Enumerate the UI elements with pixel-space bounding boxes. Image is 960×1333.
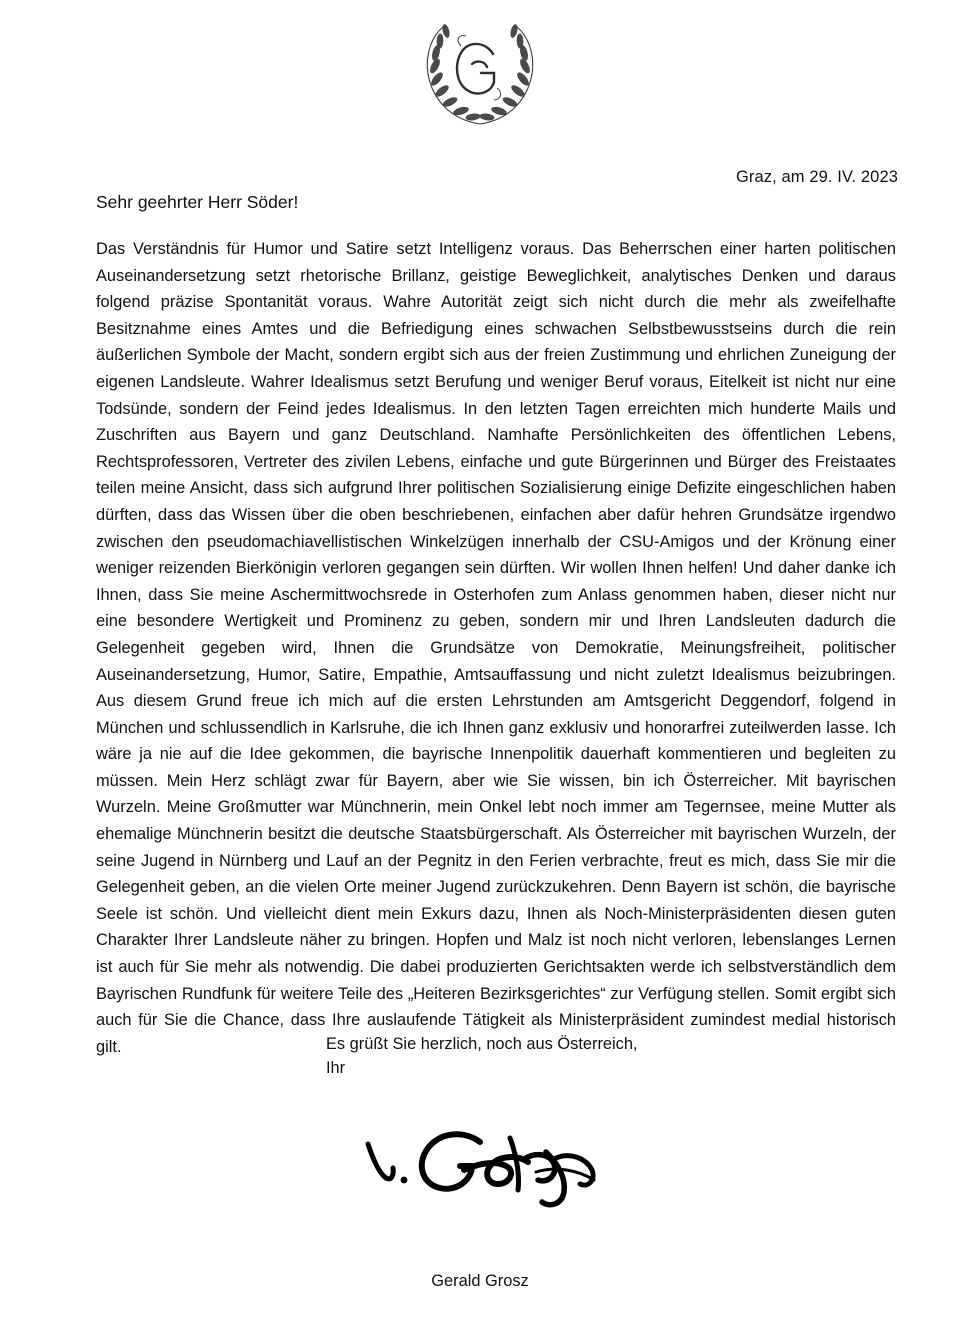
handwritten-signature-icon <box>360 1118 620 1228</box>
signer-name: Gerald Grosz <box>431 1272 529 1290</box>
salutation: Sehr geehrter Herr Söder! <box>96 192 299 212</box>
closing-line-1: Es grüßt Sie herzlich, noch aus Österreich, <box>326 1035 638 1053</box>
letter-body-paragraph: Das Verständnis für Humor und Satire setzt Intelligenz voraus. Das Beherrschen einer harten politischen Auseinandersetzung setzt rhetorische Brillanz, geistige Beweglichkeit, analytisches Denken und daraus folgend präzise Spontanität voraus. Wahre Autorität zeigt sich nicht durch die mehr als zweifelhafte Besitznahme eines Amtes und die Befriedigung eines schwachen Selbstbewusstseins durch die rein äußerlichen Symbole der Macht, sondern ergibt sich aus der freien Zustimmung und ehrlichen Zuneigung der eigenen Landsleute. Wahrer Idealismus setzt Berufung und weniger Beruf voraus, Eitelkeit ist nicht nur eine Todsünde, sondern der Feind jedes Idealismus. In den letzten Tagen erreichten mich hunderte Mails und Zuschriften aus Bayern und ganz Deutschland. Namhafte Persönlichkeiten des öffentlichen Lebens, Rechtsprofessoren, Vertreter des zivilen Lebens, einfache und gute Bürgerinnen und Bürger des Freistaates teilen meine Ansicht, dass sich aufgrund Ihrer politischen Sozialisierung einige Defizite eingeschlichen haben dürften, dass das Wissen über die oben beschriebenen, einfachen aber dafür hehren Grundsätze irgendwo zwischen den pseudomachiavellistischen Winkelzügen innerhalb der CSU-Amigos und der Krönung einer weniger reizenden Bierkönigin verloren gegangen sein dürften. Wir wollen Ihnen helfen! Und daher danke ich Ihnen, dass Sie meine Aschermittwochsrede in Osterhofen zum Anlass genommen haben, dieser nicht nur eine besondere Wertigkeit und Prominenz zu geben, sondern mir und Ihren Landsleuten dadurch die Gelegenheit gegeben wird, Ihnen die Grundsätze von Demokratie, Meinungsfreiheit, politischer Auseinandersetzung, Humor, Satire, Empathie, Amtsauffassung und nicht zuletzt Idealismus beizubringen. Aus diesem Grund freue ich mich auf die ersten Lehrstunden am Amtsgericht Deggendorf, folgend in München und schlussendlich in Karlsruhe, die ich Ihnen ganz exklusiv und honorarfrei zuteilwerden lasse. Ich wäre ja nie auf die Idee gekommen, die bayrische Innenpolitik dauerhaft kommentieren und begleiten zu müssen. Mein Herz schlägt zwar für Bayern, aber wie Sie wissen, bin ich Österreicher. Mit bayrischen Wurzeln. Meine Großmutter war Münchnerin, mein Onkel lebt noch immer am Tegernsee, meine Mutter als ehemalige Münchnerin besitzt die deutsche Staatsbürgerschaft. Als Österreicher mit bayrischen Wurzeln, der seine Jugend in Nürnberg und Lauf an der Pegnitz in den Ferien verbrachte, freut es mich, dass Sie mir die Gelegenheit geben, an die vielen Orte meiner Jugend zurückzukehren. Denn Bayern ist schön, die bayrische Seele ist schön. Und vielleicht dient mein Exkurs dazu, Ihnen als Noch-Ministerpräsidenten diesen guten Charakter Ihrer Landsleute näher zu bringen. Hopfen und Malz ist noch nicht verloren, lebenslanges Lernen ist auch für Sie mehr als notwendig. Die dabei produzierten Gerichtsakten werde ich selbstverständlich dem Bayrischen Rundfunk für weitere Teile des „Heiteren Bezirksgerichtes“ zur Verfügung stellen. Somit ergibt sich auch für Sie die Chance, dass Ihre auslaufende Tätigkeit als Ministerpräsident zumindest medial historisch gilt. <box>96 240 896 1056</box>
date-line: Graz, am 29. IV. 2023 <box>736 168 898 186</box>
closing-line-2: Ihr <box>326 1059 346 1077</box>
letter-body <box>96 236 896 1060</box>
monogram-wreath-g-icon <box>415 16 545 132</box>
closing-block <box>326 1032 638 1080</box>
letterhead <box>0 0 960 132</box>
